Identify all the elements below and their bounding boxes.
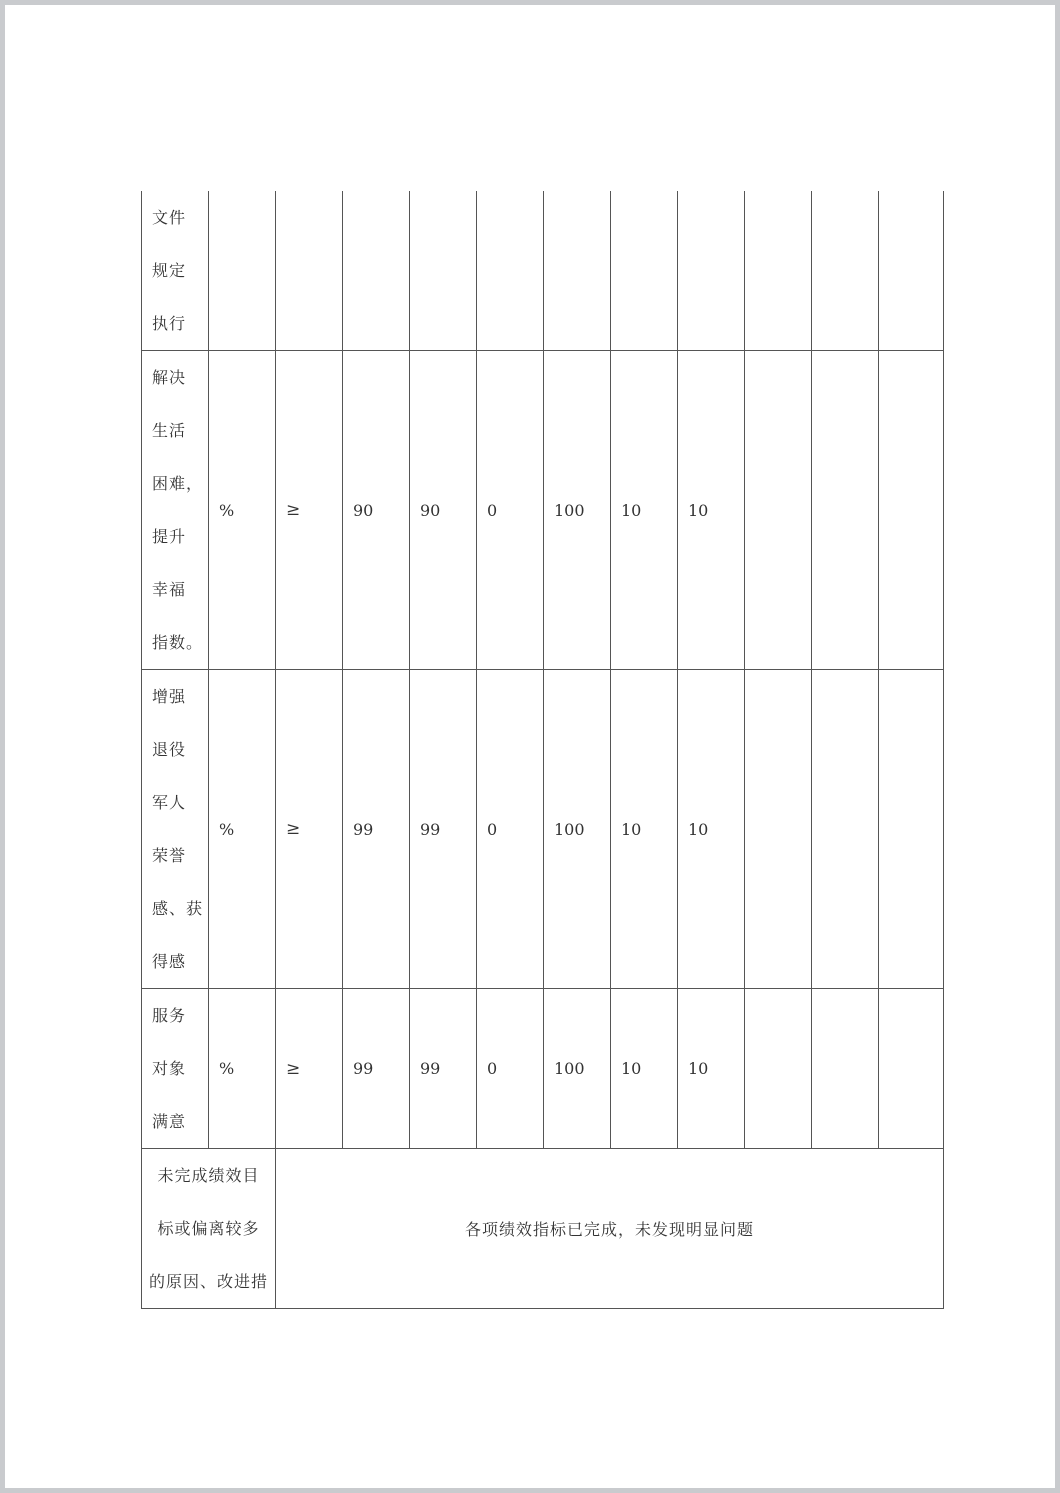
- extra-cell: [812, 191, 879, 351]
- actual-value-cell: 90: [410, 351, 477, 670]
- extra-cell: [812, 989, 879, 1149]
- actual-value-cell: [410, 191, 477, 351]
- indicator-name: 文件 规定 执行: [142, 191, 209, 351]
- target-value-cell: 90: [343, 351, 410, 670]
- weight-cell: 10: [611, 989, 678, 1149]
- unit-cell: [209, 191, 276, 351]
- indicator-name: 服务 对象 满意: [142, 989, 209, 1149]
- table-row: [142, 670, 944, 989]
- score-cell: [678, 191, 745, 351]
- comparator-cell: [276, 191, 343, 351]
- deviation-cell: 0: [477, 989, 544, 1149]
- weight-cell: 10: [611, 670, 678, 989]
- unit-cell: %: [209, 670, 276, 989]
- reason-label: 未完成绩效目 标或偏离较多 的原因、改进措: [142, 1149, 276, 1309]
- unit-cell: %: [209, 351, 276, 670]
- indicator-name: 增强 退役 军人 荣誉 感、获 得感: [142, 670, 209, 989]
- table-row: [142, 351, 944, 670]
- reason-text: 各项绩效指标已完成，未发现明显问题: [276, 1149, 944, 1309]
- extra-cell: [812, 351, 879, 670]
- target-value-cell: [343, 191, 410, 351]
- document-page: [5, 5, 1055, 1488]
- target-value-cell: 99: [343, 989, 410, 1149]
- reason-row: [142, 1149, 944, 1309]
- weight-cell: [611, 191, 678, 351]
- performance-table: [141, 191, 944, 1309]
- completion-cell: [544, 191, 611, 351]
- table-row: [142, 191, 944, 351]
- actual-value-cell: 99: [410, 989, 477, 1149]
- comparator-cell: ≥: [276, 670, 343, 989]
- extra-cell: [745, 670, 812, 989]
- completion-cell: 100: [544, 351, 611, 670]
- extra-cell: [879, 989, 944, 1149]
- actual-value-cell: 99: [410, 670, 477, 989]
- weight-cell: 10: [611, 351, 678, 670]
- extra-cell: [745, 351, 812, 670]
- extra-cell: [812, 670, 879, 989]
- deviation-cell: [477, 191, 544, 351]
- score-cell: 10: [678, 670, 745, 989]
- deviation-cell: 0: [477, 351, 544, 670]
- indicator-name: 解决 生活 困难， 提升 幸福 指数。: [142, 351, 209, 670]
- completion-cell: 100: [544, 989, 611, 1149]
- completion-cell: 100: [544, 670, 611, 989]
- unit-cell: %: [209, 989, 276, 1149]
- extra-cell: [745, 989, 812, 1149]
- extra-cell: [879, 670, 944, 989]
- table-row: [142, 989, 944, 1149]
- score-cell: 10: [678, 989, 745, 1149]
- extra-cell: [879, 191, 944, 351]
- score-cell: 10: [678, 351, 745, 670]
- extra-cell: [745, 191, 812, 351]
- comparator-cell: ≥: [276, 989, 343, 1149]
- comparator-cell: ≥: [276, 351, 343, 670]
- deviation-cell: 0: [477, 670, 544, 989]
- target-value-cell: 99: [343, 670, 410, 989]
- extra-cell: [879, 351, 944, 670]
